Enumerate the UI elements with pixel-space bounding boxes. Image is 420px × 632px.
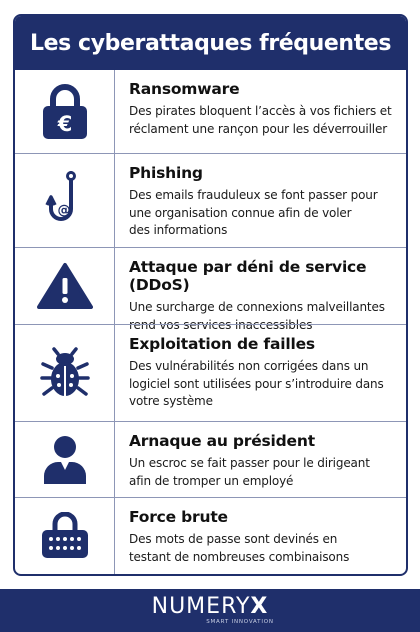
list-item-brute-force [15, 497, 406, 574]
item-title: Force brute [129, 508, 228, 526]
icon-cell [15, 422, 115, 497]
page-title: Les cyberattaques fréquentes [29, 30, 392, 56]
footer [0, 589, 420, 632]
list-item-exploitation [15, 324, 406, 421]
list-item-ddos [15, 247, 406, 332]
item-description: Un escroc se fait passer pour le dirigeant afin de tromper un employé [129, 456, 370, 488]
user-icon [42, 434, 88, 486]
icon-cell [15, 154, 115, 247]
svg-text:@: @ [57, 202, 70, 218]
list-item-phishing [15, 153, 406, 247]
item-description: Des vulnérabilités non corrigées dans un logiciel sont utilisées pour s’introduire dans votre système [129, 359, 384, 408]
list-item-president-scam [15, 421, 406, 497]
icon-cell [15, 70, 115, 153]
icon-cell [15, 325, 115, 421]
icon-cell [15, 498, 115, 574]
icon-cell [15, 248, 115, 324]
brand-logo: NUMERYX [151, 594, 269, 619]
item-title: Attaque par déni de service (DDoS) [129, 258, 367, 294]
bug-icon [39, 346, 91, 400]
infographic-card [13, 14, 408, 576]
warning-icon [37, 262, 93, 310]
list-item-ransomware [15, 70, 406, 153]
fishing-hook-icon [45, 169, 85, 233]
item-description: Des emails frauduleux se font passer pour une organisation connue afin de voler des informations [129, 188, 378, 237]
attack-list [15, 70, 406, 574]
padlock-password-icon [39, 512, 91, 560]
item-description: Des pirates bloquent l’accès à vos fichiers et réclament une rançon pour les déverrouiller [129, 104, 392, 136]
padlock-euro-icon [40, 84, 90, 140]
item-title: Arnaque au président [129, 432, 315, 450]
item-title: Ransomware [129, 80, 240, 98]
item-description: Une surcharge de connexions malveillantes rend vos services inaccessibles [129, 300, 385, 332]
brand-tagline: SMART INNOVATION [206, 619, 274, 625]
item-description: Des mots de passe sont devinés en testant de nombreuses combinaisons [129, 532, 350, 564]
item-title: Phishing [129, 164, 203, 182]
header [15, 16, 406, 70]
svg-text:€: € [57, 111, 72, 136]
item-title: Exploitation de failles [129, 335, 315, 353]
